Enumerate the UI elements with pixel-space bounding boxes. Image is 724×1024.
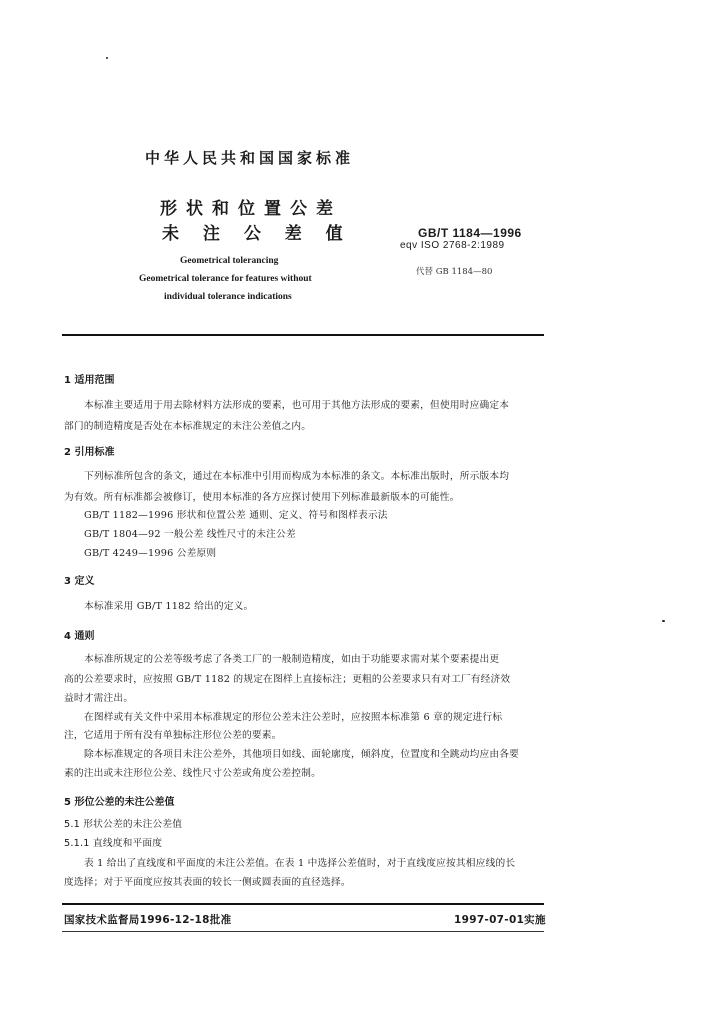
equivalent-code: eqv ISO 2768-2:1989	[400, 240, 505, 251]
section-4-heading: 4 通则	[64, 631, 95, 642]
reference-item: GB/T 4249—1996 公差原则	[84, 548, 217, 559]
section-1-text: 部门的制造精度是否处在本标准规定的未注公差值之内。	[64, 421, 312, 432]
section-4-text: 素的注出或未注形位公差、线性尺寸公差或角度公差控制。	[64, 768, 322, 779]
section-5-heading: 5 形位公差的未注公差值	[64, 797, 175, 808]
section-4-text: 本标准所规定的公差等级考虑了各类工厂的一般制造精度，如由于功能要求需对某个要素提出更	[84, 654, 500, 665]
footer-divider	[62, 903, 544, 905]
section-1-text: 本标准主要适用于用去除材料方法形成的要素，也可用于其他方法形成的要素，但使用时应确定本	[84, 400, 510, 411]
section-1-heading: 1 适用范围	[64, 375, 115, 386]
section-4-text: 高的公差要求时，应按照 GB/T 1182 的规定在图样上直接标注；更粗的公差要求只有对工厂有经济效	[64, 674, 511, 685]
scan-speck	[106, 57, 108, 59]
section-4-text: 在图样或有关文件中采用本标准规定的形位公差未注公差时，应按照本标准第 6 章的规定进行标	[84, 712, 503, 723]
standard-title: 中华人民共和国国家标准	[145, 149, 355, 167]
section-5-1-heading: 5.1 形状公差的未注公差值	[64, 819, 183, 830]
title-line-2: 未 注 公 差 值	[162, 224, 352, 244]
reference-item: GB/T 1182—1996 形状和位置公差 通则、定义、符号和图样表示法	[84, 510, 388, 521]
standard-code: GB/T 1184—1996	[418, 226, 522, 240]
title-line-1: 形状和位置公差	[160, 199, 342, 219]
section-5-1-1-heading: 5.1.1 直线度和平面度	[64, 838, 163, 849]
section-4-text: 益时才需注出。	[64, 693, 134, 704]
section-5-1-1-text: 表 1 给出了直线度和平面度的未注公差值。在表 1 中选择公差值时，对于直线度应按其相应线的长	[84, 858, 516, 869]
replaces-code: 代替 GB 1184—80	[416, 267, 493, 277]
approval-date: 国家技术监督局1996-12-18批准	[64, 914, 232, 926]
scan-speck	[662, 620, 665, 622]
section-4-text: 除本标准规定的各项目未注公差外，其他项目如线、面轮廓度，倾斜度，位置度和全跳动均应由各要	[84, 749, 520, 760]
section-3-heading: 3 定义	[64, 576, 95, 587]
section-4-text: 注，它适用于所有没有单独标注形位公差的要素。	[64, 730, 282, 741]
english-title-line-2: Geometrical tolerance for features without	[139, 274, 312, 284]
footer-bottom-rule	[62, 931, 544, 932]
section-2-text: 为有效。所有标准都会被修订，使用本标准的各方应探讨使用下列标准最新版本的可能性。	[64, 492, 460, 503]
english-title-line-3: individual tolerance indications	[164, 292, 292, 302]
reference-item: GB/T 1804—92 一般公差 线性尺寸的未注公差	[84, 529, 296, 540]
section-3-text: 本标准采用 GB/T 1182 给出的定义。	[84, 601, 254, 612]
section-2-heading: 2 引用标准	[64, 447, 115, 458]
implementation-date: 1997-07-01实施	[454, 914, 546, 926]
header-divider	[62, 334, 544, 336]
section-2-text: 下列标准所包含的条文，通过在本标准中引用而构成为本标准的条文。本标准出版时，所示版本均	[84, 471, 510, 482]
english-title-line-1: Geometrical tolerancing	[180, 256, 279, 266]
section-5-1-1-text: 度选择；对于平面度应按其表面的较长一侧或圆表面的直径选择。	[64, 877, 351, 888]
